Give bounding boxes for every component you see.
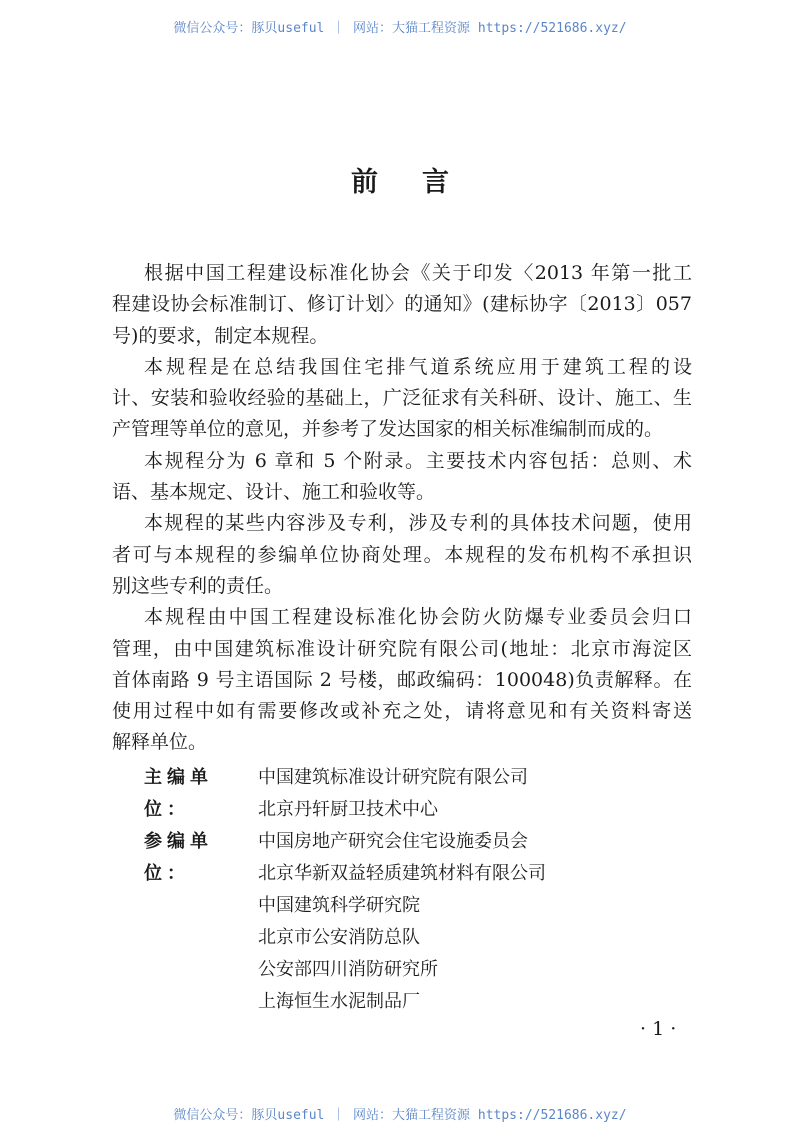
paragraph-line: 本规程的某些内容涉及专利，涉及专利的具体技术问题，使用 [144, 512, 692, 535]
editor-unit: 北京市公安消防总队 [258, 927, 420, 948]
paragraph-line: 解释单位。 [112, 731, 208, 754]
editor-label: 参编单位： [144, 831, 213, 884]
watermark-bottom: 微信公众号：豚贝useful ｜ 网站：大猫工程资源 https://521686.xyz/ [173, 1108, 627, 1123]
editor-unit: 上海恒生水泥制品厂 [258, 991, 420, 1012]
editor-label [144, 986, 258, 1018]
paragraph-line: 本规程分为 6 章和 5 个附录。主要技术内容包括：总则、术 [144, 449, 692, 472]
paragraph-line: 根据中国工程建设标准化协会《关于印发〈2013 年第一批工 [144, 262, 692, 284]
editor-unit: 北京丹轩厨卫技术中心 [258, 799, 438, 820]
editor-unit: 中国房地产研究会住宅设施委员会 [258, 831, 528, 852]
editor-label [144, 794, 258, 826]
editor-unit: 公安部四川消防研究所 [258, 959, 438, 980]
editor-row [144, 986, 546, 1018]
paragraph-line: 号)的要求，制定本规程。 [112, 324, 329, 347]
editor-label [144, 954, 258, 986]
editor-row [144, 954, 546, 986]
editor-row [144, 858, 546, 890]
editor-unit: 中国建筑科学研究院 [258, 895, 420, 916]
paragraph-line: 者可与本规程的参编单位协商处理。本规程的发布机构不承担识 [112, 543, 692, 566]
editor-label [144, 922, 258, 954]
page-number: · 1 · [640, 1018, 677, 1040]
paragraph-line: 语、基本规定、设计、施工和验收等。 [112, 481, 436, 504]
paragraph-line: 计、安装和验收经验的基础上，广泛征求有关科研、设计、施工、生 [112, 387, 692, 410]
paragraph-line: 本规程是在总结我国住宅排气道系统应用于建筑工程的设 [144, 355, 692, 378]
paragraph-line: 使用过程中如有需要修改或补充之处，请将意见和有关资料寄送 [112, 700, 692, 723]
paragraph-line: 管理，由中国建筑标准设计研究院有限公司(地址：北京市海淀区 [112, 637, 692, 660]
paragraph-line: 别这些专利的责任。 [112, 574, 284, 597]
editor-row [144, 890, 546, 922]
editor-unit: 中国建筑标准设计研究院有限公司 [258, 767, 528, 788]
page-title: 前言 [351, 167, 493, 198]
preface-body [112, 258, 692, 759]
watermark-top: 微信公众号：豚贝useful ｜ 网站：大猫工程资源 https://521686.xyz/ [173, 21, 627, 36]
editor-label [144, 858, 258, 890]
paragraph-line: 本规程由中国工程建设标准化协会防火防爆专业委员会归口 [144, 606, 692, 629]
editor-row [144, 794, 546, 826]
editor-label: 主编单位： [144, 767, 213, 820]
paragraph-line: 程建设协会标准制订、修订计划〉的通知》(建标协字〔2013〕057 [112, 293, 692, 316]
paragraph-line: 首体南路 9 号主语国际 2 号楼，邮政编码：100048)负责解释。在 [112, 668, 692, 691]
editor-row [144, 922, 546, 954]
editor-unit: 北京华新双益轻质建筑材料有限公司 [258, 863, 546, 884]
editor-units [144, 762, 546, 1018]
editor-label [144, 890, 258, 922]
paragraph-line: 产管理等单位的意见，并参考了发达国家的相关标准编制而成的。 [112, 418, 664, 441]
